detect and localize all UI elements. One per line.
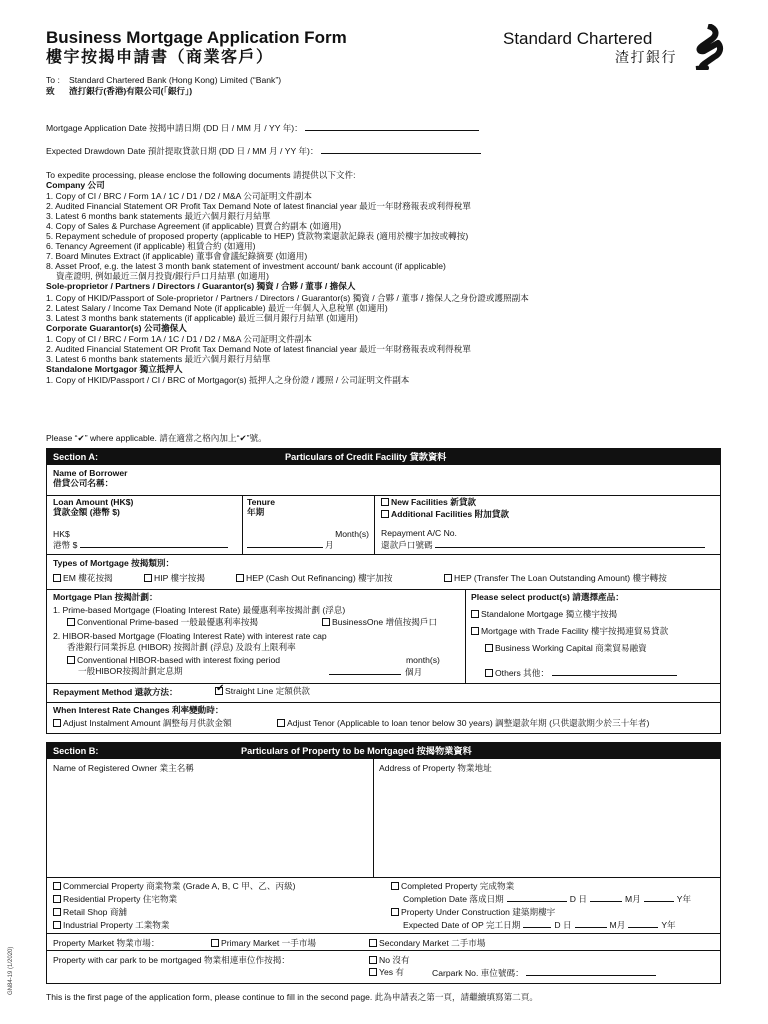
section-a — [46, 448, 721, 734]
new-facilities-checkbox[interactable]: New Facilities 新貸款 — [381, 497, 476, 507]
list-item: 8. Asset Proof, e.g. the latest 3 month bank statement of investment account/ bank account (if applicable) — [46, 261, 446, 272]
drawdown-date-field[interactable]: Expected Drawdown Date 預計提取貸款日期 (DD 日 / MM 月 / YY 年)： — [46, 145, 481, 156]
list-item: 3. Latest 3 months bank statements (if applicable) 最近三個月銀行月結單 (如適用) — [46, 312, 358, 323]
list-item: 1. Copy of CI / BRC / Form 1A / 1C / D1 / D2 / M&A 公司証明文件副本 — [46, 333, 312, 344]
borrower-label: Name of Borrower — [53, 468, 128, 478]
fixing-months-label: month(s) — [406, 655, 440, 665]
docs-intro: To expedite processing, please enclose the following documents 請提供以下文件: — [46, 170, 356, 180]
adjust-tenor-checkbox[interactable]: Adjust Tenor (Applicable to loan tenor below 30 years) 調整還款年期 (只供還款期少於三十年者) — [277, 718, 649, 728]
rate-change-heading: When Interest Rate Changes 利率變動時： — [53, 705, 224, 715]
standard-chartered-logo-icon — [694, 24, 724, 72]
list-item: 2. Audited Financial Statement OR Profit Tax Demand Note of latest financial year 最近一年財務報表或利得稅單 — [46, 343, 471, 354]
list-item: 資產證明, 例如最近三個月投資/銀行戶口月結單 (如適用) — [56, 271, 269, 282]
section-label: Section A: — [53, 452, 99, 462]
repayment-method-label: Repayment Method 還款方法： — [53, 687, 178, 697]
registered-owner-field[interactable]: Name of Registered Owner 業主名稱 — [53, 763, 194, 773]
primary-market-checkbox[interactable]: Primary Market 一手市場 — [211, 938, 316, 948]
borrower-label-zh: 借貸公司名稱： — [53, 478, 114, 488]
section-a-header — [47, 449, 720, 465]
plan-prime-label: 1. Prime-based Mortgage (Floating Interest Rate) 最優惠利率按揭計劃 (浮息) — [53, 605, 346, 615]
completion-date-field[interactable]: Completion Date 落成日期 D 日 M月 Y年 — [403, 894, 692, 904]
bank-name-zh: 渣打銀行 — [615, 49, 677, 65]
tenure-label-zh: 年期 — [247, 507, 265, 517]
businessone-checkbox[interactable]: BusinessOne 增值按揭戶口 — [322, 617, 437, 627]
section-label: Section B: — [53, 746, 99, 756]
corporate-guarantor-heading: Corporate Guarantor(s) 公司擔保人 — [46, 322, 187, 333]
plan-hibor-label-zh: 香港銀行同業拆息 (HIBOR) 按揭計劃 (浮息) 及設有上限利率 — [67, 642, 296, 652]
application-date-field[interactable]: Mortgage Application Date 按揭申請日期 (DD 日 / MM 月 / YY 年)： — [46, 122, 479, 133]
checkmark-icon: ✔ — [216, 683, 225, 694]
conventional-prime-checkbox[interactable]: Conventional Prime-based 一般最優惠利率按揭 — [67, 617, 258, 627]
list-item: 7. Board Minutes Extract (if applicable) 董事會會議紀錄摘要 (如適用) — [46, 251, 308, 262]
product-heading: Please select product(s) 請選擇產品： — [471, 592, 624, 602]
mortgage-plan-heading: Mortgage Plan 按揭計劃： — [53, 592, 158, 602]
section-title: Particulars of Credit Facility 貸款資料 — [285, 452, 447, 462]
under-construction-checkbox[interactable]: Property Under Construction 建築期樓宇 — [391, 907, 555, 917]
form-title: Business Mortgage Application Form — [46, 28, 347, 47]
carpark-number-field[interactable]: Carpark No. 車位號碼： — [432, 967, 656, 978]
section-title: Particulars of Property to be Mortgaged 按揭物業資料 — [241, 746, 472, 756]
list-item: 1. Copy of HKID/Passport of Sole-proprietor / Partners / Directors / Guarantor(s) 獨資 / 合夥 / 董事 / 擔保人之身份證或護照副本 — [46, 292, 529, 303]
tick-instruction: Please “✔” where applicable. 請在適當之格內加上“✔”號。 — [46, 433, 267, 443]
loan-amount-label-zh: 貸款金額 (港幣 $) — [53, 507, 120, 517]
section-b — [46, 742, 721, 984]
list-item: 2. Audited Financial Statement OR Profit Tax Demand Note of latest financial year 最近一年財務報表或利得稅單 — [46, 201, 471, 212]
list-item: 3. Latest 6 months bank statements 最近六個月銀行月結單 — [46, 353, 271, 364]
months-label: Month(s) — [335, 529, 369, 539]
property-address-field[interactable]: Address of Property 物業地址 — [379, 763, 492, 773]
secondary-market-checkbox[interactable]: Secondary Market 二手市場 — [369, 938, 486, 948]
straight-line-checkbox[interactable]: ✔ Straight Line 定額供款 — [216, 683, 311, 696]
type-hep-transfer-checkbox[interactable]: HEP (Transfer The Loan Outstanding Amount) 樓宇轉按 — [444, 573, 667, 583]
list-item: 6. Tenancy Agreement (if applicable) 租賃合約 (如適用) — [46, 241, 256, 252]
list-item: 5. Repayment schedule of proposed property (applicable to HEP) 貸款物業還款記錄表 (適用於樓宇加按或轉按) — [46, 231, 469, 242]
loan-amount-label: Loan Amount (HK$) — [53, 497, 134, 507]
repayment-ac-field[interactable]: 還款戶口號碼 — [381, 539, 705, 550]
list-item: 3. Latest 6 months bank statements 最近六個月銀行月結單 — [46, 211, 271, 222]
section-b-header — [47, 743, 720, 759]
tenure-label: Tenure — [247, 497, 276, 507]
product-trade-facility-checkbox[interactable]: Mortgage with Trade Facility 樓宇按揭連貿易貸款 — [471, 626, 668, 636]
adjust-instalment-checkbox[interactable]: Adjust Instalment Amount 調整每月供款金額 — [53, 718, 232, 728]
list-item: 4. Copy of Sales & Purchase Agreement (if applicable) 買賣合約副本 (如適用) — [46, 221, 342, 232]
document-list — [46, 170, 726, 385]
property-market-label: Property Market 物業市場： — [53, 938, 160, 948]
repayment-ac-label: Repayment A/C No. — [381, 528, 457, 538]
carpark-yes-checkbox[interactable]: Yes 有 — [369, 967, 404, 977]
carpark-label: Property with car park to be mortgaged 物業相連車位作按揭： — [53, 955, 290, 965]
carpark-no-checkbox[interactable]: No 沒有 — [369, 955, 410, 965]
company-heading: Company 公司 — [46, 180, 105, 190]
bank-name: Standard Chartered — [503, 29, 653, 48]
plan-hibor-label: 2. HIBOR-based Mortgage (Floating Interest Rate) with interest rate cap — [53, 631, 327, 641]
retail-shop-checkbox[interactable]: Retail Shop 商舖 — [53, 907, 127, 917]
form-version: GN84-19 (1/2020) — [8, 946, 14, 995]
list-item: 1. Copy of CI / BRC / Form 1A / 1C / D1 / D2 / M&A 公司証明文件副本 — [46, 191, 312, 202]
fixing-period-field[interactable]: 個月 — [329, 666, 422, 677]
footer-note: This is the first page of the application form, please continue to fill in the second page. 此為申請表之第一頁，請繼續填寫第二頁。 — [46, 992, 538, 1002]
residential-property-checkbox[interactable]: Residential Property 住宅物業 — [53, 894, 177, 904]
list-item: 2. Latest Salary / Income Tax Demand Note (if applicable) 最近一年個人入息稅單 (如適用) — [46, 302, 388, 313]
type-em-checkbox[interactable]: EM 樓花按揭 — [53, 573, 113, 583]
product-working-capital-checkbox[interactable]: Business Working Capital 商業貿易融資 — [485, 643, 647, 653]
to-line-zh: 致 渣打銀行(香港)有限公司(「銀行」) — [46, 86, 193, 96]
hk-label: HK$ — [53, 529, 70, 539]
standalone-mortgagor-heading: Standalone Mortgagor 獨立抵押人 — [46, 363, 183, 374]
form-title-zh: 樓宇按揭申請書（商業客戶） — [46, 49, 274, 66]
list-item: 1. Copy of HKID/Passport / CI / BRC of Mortgagor(s) 抵押人之身份證 / 護照 / 公司証明文件副本 — [46, 375, 410, 386]
to-line: To : Standard Chartered Bank (Hong Kong) Limited (“Bank”) — [46, 75, 282, 85]
product-standalone-checkbox[interactable]: Standalone Mortgage 獨立樓宇按揭 — [471, 609, 617, 619]
conventional-hibor-checkbox[interactable]: Conventional HIBOR-based with interest fixing period — [67, 655, 280, 665]
industrial-property-checkbox[interactable]: Industrial Property 工業物業 — [53, 920, 170, 930]
type-hep-cashout-checkbox[interactable]: HEP (Cash Out Refinancing) 樓宇加按 — [236, 573, 392, 583]
additional-facilities-checkbox[interactable]: Additional Facilities 附加貸款 — [381, 509, 509, 519]
product-others-field[interactable]: Others 其他： — [485, 667, 677, 678]
mortgage-types-heading: Types of Mortgage 按揭類別： — [53, 558, 175, 568]
op-date-field[interactable]: Expected Date of OP 完工日期 D 日 M月 Y年 — [403, 920, 676, 930]
tenure-field[interactable]: 月 — [247, 539, 334, 550]
sole-proprietor-heading: Sole-proprietor / Partners / Directors / Guarantor(s) 獨資 / 合夥 / 董事 / 擔保人 — [46, 281, 356, 292]
conventional-hibor-label-zh: 一般HIBOR按揭計劃定息期 — [78, 666, 183, 676]
type-hip-checkbox[interactable]: HIP 樓宇按揭 — [144, 573, 205, 583]
loan-amount-field[interactable]: 港幣 $ — [53, 539, 228, 550]
completed-property-checkbox[interactable]: Completed Property 完成物業 — [391, 881, 514, 891]
commercial-property-checkbox[interactable]: Commercial Property 商業物業 (Grade A, B, C 甲、乙、丙級) — [53, 881, 296, 891]
